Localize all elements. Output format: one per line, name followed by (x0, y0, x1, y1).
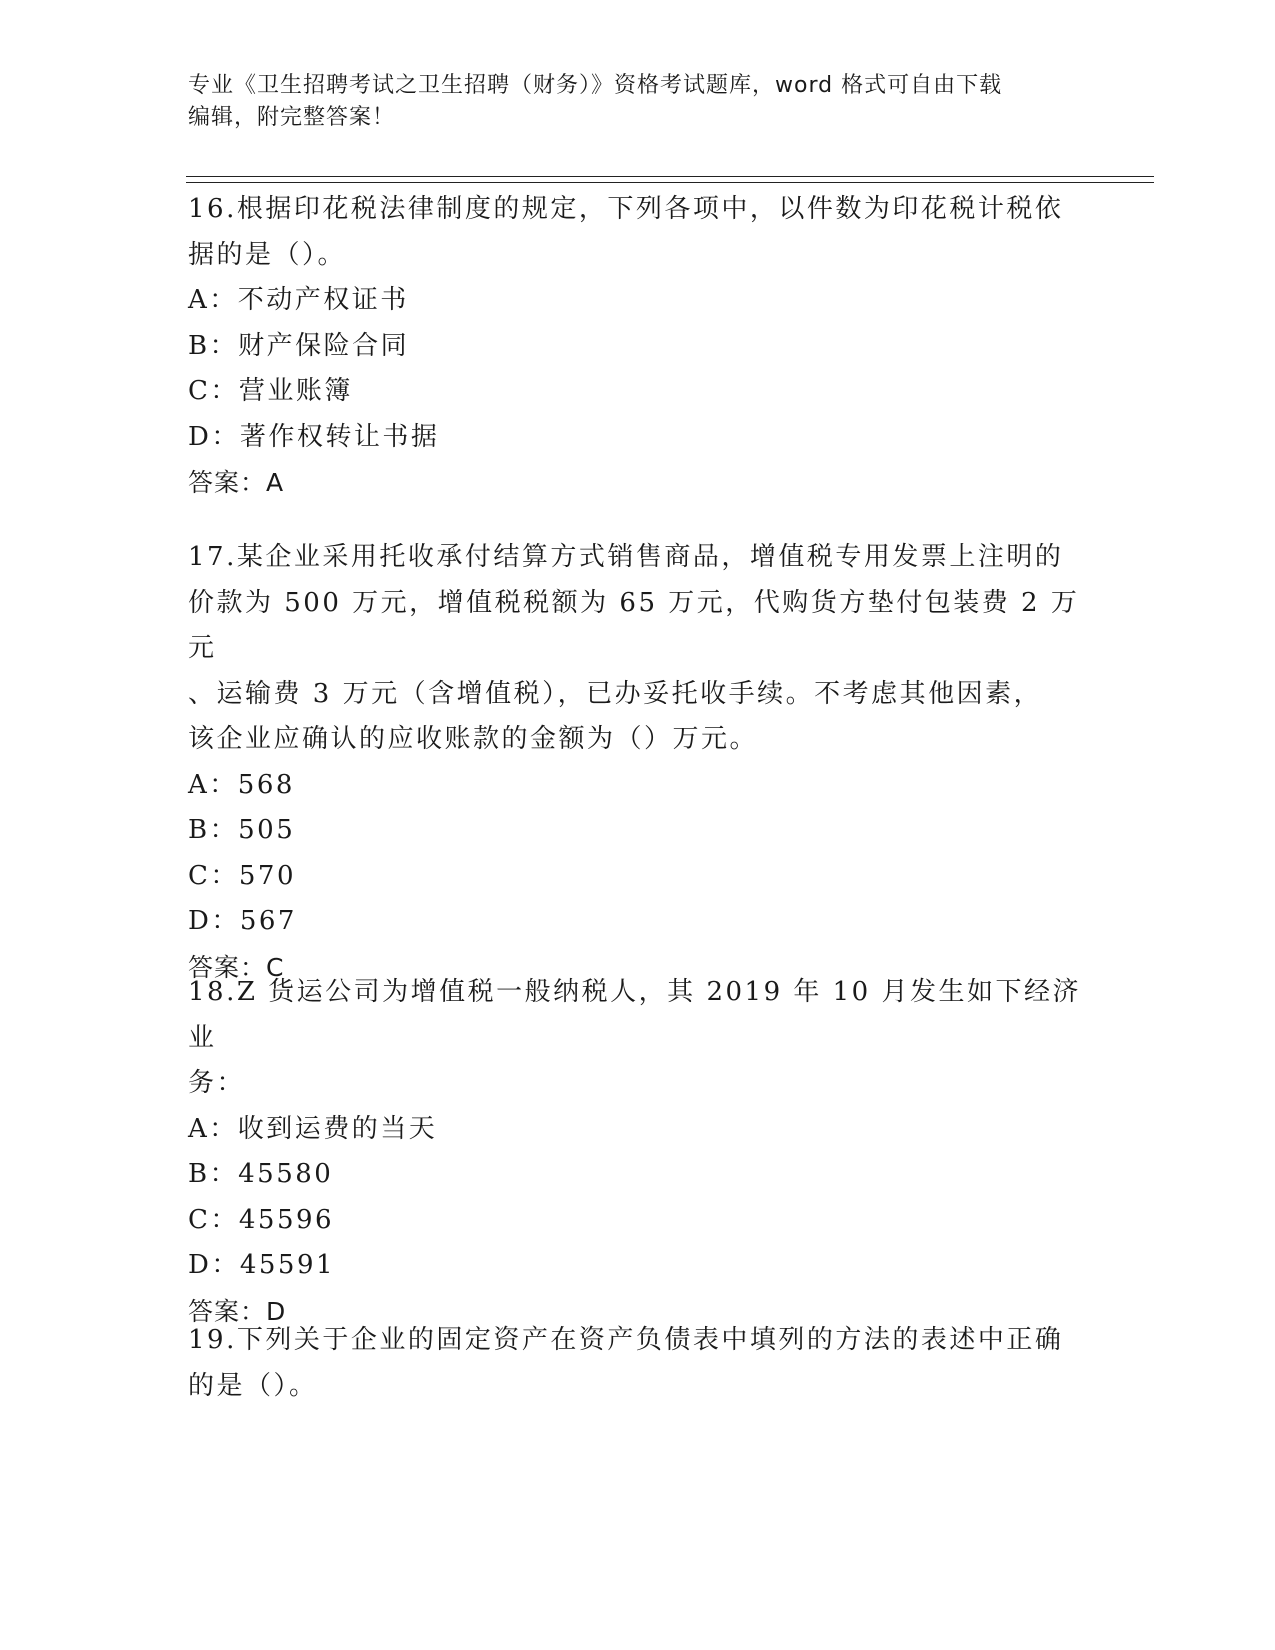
option-d: D：567 (188, 906, 297, 936)
option-a: A：不动产权证书 (188, 285, 409, 315)
answer: 答案：A (188, 468, 285, 497)
header-line: 编辑，附完整答案！ (188, 105, 396, 130)
option-c: C：45596 (188, 1204, 335, 1235)
option-a: A：568 (188, 769, 295, 800)
stem-line: 、运输费 3 万元（含增值税），已办妥托收手续。不考虑其他因素， (188, 678, 1043, 709)
stem-line: 据的是（）。 (188, 239, 347, 270)
option-a: A：收到运费的当天 (188, 1113, 438, 1144)
question-stem (188, 970, 1088, 1107)
option-b: B：财产保险合同 (188, 330, 410, 361)
question-stem (188, 1318, 1088, 1409)
header-divider-top (186, 176, 1154, 177)
question-16 (188, 187, 1088, 505)
document-header (188, 70, 1088, 134)
stem-line: 17.某企业采用托收承付结算方式销售商品，增值税专用发票上注明的 (188, 542, 1064, 572)
stem-line: 价款为 500 万元，增值税税额为 65 万元，代购货方垫付包装费 2 万元 (188, 587, 1080, 663)
option-c: C：570 (188, 860, 297, 891)
stem-line: 19.下列关于企业的固定资产在资产负债表中填列的方法的表述中正确 (188, 1325, 1064, 1355)
option-d: D：45591 (188, 1250, 336, 1280)
question-17 (188, 535, 1088, 990)
header-line: 专业《卫生招聘考试之卫生招聘（财务）》资格考试题库，word 格式可自由下载 (188, 73, 1003, 98)
answer: 答案：C (188, 952, 285, 982)
stem-line: 16.根据印花税法律制度的规定，下列各项中，以件数为印花税计税依 (188, 194, 1064, 224)
question-stem (188, 187, 1088, 278)
stem-line: 务： (188, 1068, 246, 1098)
question-stem (188, 535, 1088, 763)
option-b: B：505 (188, 815, 296, 845)
answer: 答案：D (188, 1296, 287, 1326)
header-divider-bottom (186, 182, 1154, 183)
stem-line: 该企业应确认的应收账款的金额为（）万元。 (188, 724, 759, 754)
stem-line: 的是（）。 (188, 1370, 318, 1401)
option-d: D：著作权转让书据 (188, 421, 440, 452)
option-b: B：45580 (188, 1159, 334, 1189)
question-18 (188, 970, 1088, 1334)
stem-line: 18.Z 货运公司为增值税一般纳税人，其 2019 年 10 月发生如下经济业 (188, 977, 1081, 1053)
option-c: C：营业账簿 (188, 376, 353, 406)
question-19 (188, 1318, 1088, 1409)
